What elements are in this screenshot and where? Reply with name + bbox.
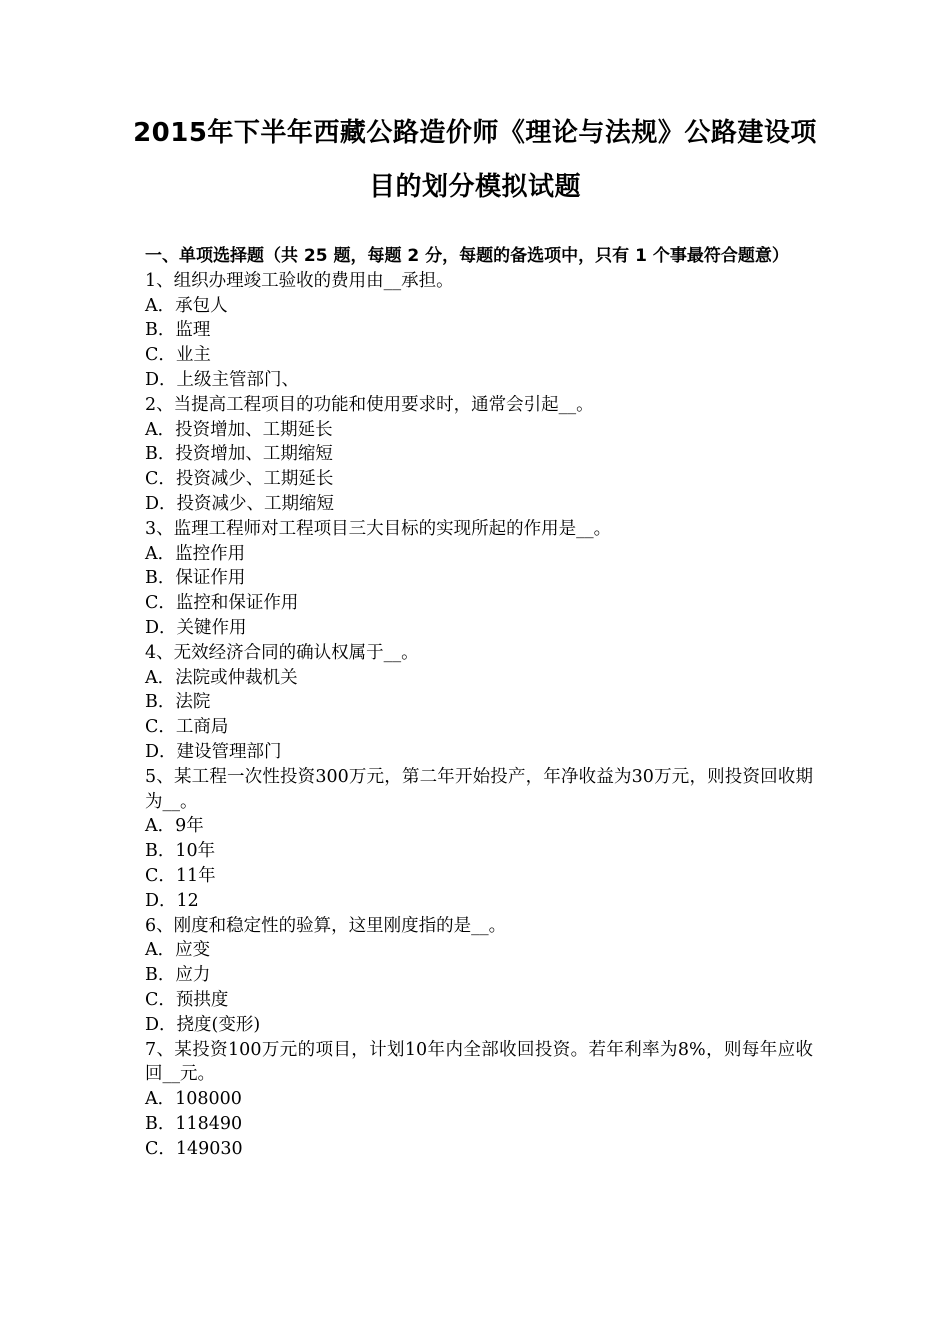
answer-option: C．业主: [145, 345, 211, 366]
answer-option: A．投资增加、工期延长: [145, 419, 333, 440]
question-stem: 1、组织办理竣工验收的费用由__承担。: [145, 270, 454, 291]
answer-option: B．法院: [145, 692, 211, 713]
answer-option: B．保证作用: [145, 568, 246, 589]
document-title-line-2: 目的划分模拟试题: [368, 172, 581, 202]
answer-option: D．12: [145, 890, 199, 911]
answer-option: A．监控作用: [145, 543, 246, 564]
question-stem: 6、刚度和稳定性的验算，这里刚度指的是__。: [145, 915, 507, 936]
answer-option: B．10年: [145, 841, 216, 862]
answer-option: C．投资减少、工期延长: [145, 469, 334, 490]
answer-option: C．预拱度: [145, 989, 229, 1010]
answer-option: D．投资减少、工期缩短: [145, 493, 335, 514]
answer-option: A．9年: [145, 816, 204, 837]
answer-option: A．法院或仲裁机关: [145, 667, 298, 688]
answer-option: C．149030: [145, 1138, 243, 1159]
question-list: [145, 244, 813, 1161]
question-stem: 4、无效经济合同的确认权属于__。: [145, 642, 419, 663]
answer-option: C．11年: [145, 865, 216, 886]
answer-option: D．关键作用: [145, 617, 247, 638]
question-stem: 5、某工程一次性投资300万元，第二年开始投产，年净收益为30万元，则投资回收期为__。: [145, 766, 813, 812]
document-title-line-1: 2015年下半年西藏公路造价师《理论与法规》公路建设项: [133, 118, 817, 148]
section-heading: 一、单项选择题（共 25 题，每题 2 分，每题的备选项中，只有 1 个事最符合题意）: [145, 246, 789, 266]
question-stem: 2、当提高工程项目的功能和使用要求时，通常会引起__。: [145, 394, 594, 415]
answer-option: A．108000: [145, 1089, 242, 1110]
answer-option: C．监控和保证作用: [145, 593, 299, 614]
answer-option: B．投资增加、工期缩短: [145, 444, 333, 465]
answer-option: A．应变: [145, 940, 211, 961]
question-stem: 3、监理工程师对工程项目三大目标的实现所起的作用是__。: [145, 518, 612, 539]
question-stem: 7、某投资100万元的项目，计划10年内全部收回投资。若年利率为8%，则每年应收回__元。: [145, 1039, 813, 1085]
answer-option: C．工商局: [145, 717, 229, 738]
answer-option: B．118490: [145, 1113, 243, 1134]
answer-option: B．应力: [145, 965, 211, 986]
answer-option: D．挠度(变形): [145, 1014, 261, 1035]
answer-option: B．监理: [145, 320, 211, 341]
answer-option: A．承包人: [145, 295, 228, 316]
answer-option: D．上级主管部门、: [145, 369, 300, 390]
answer-option: D．建设管理部门: [145, 741, 282, 762]
